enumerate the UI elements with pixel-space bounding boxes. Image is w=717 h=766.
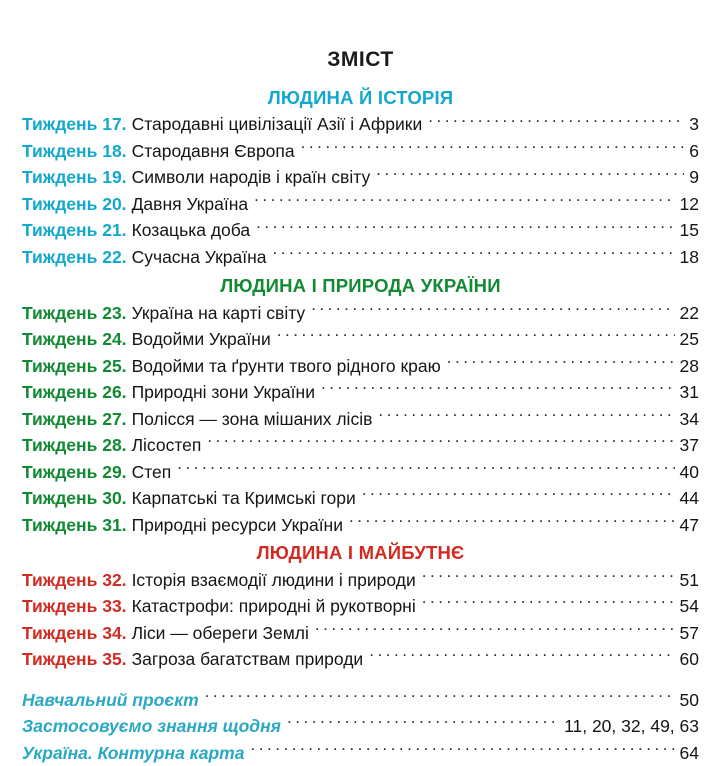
toc-row-page: 15 [679, 220, 699, 241]
toc-row-leader-dots [256, 219, 674, 237]
toc-row-page: 50 [679, 689, 699, 710]
toc-row-week: Тиждень 25. [22, 355, 127, 376]
toc-row-week: Тиждень 26. [22, 382, 127, 403]
toc-row[interactable] [22, 379, 699, 406]
toc-row-leader-dots [376, 166, 684, 184]
toc-row-page: 28 [679, 355, 699, 376]
section-heading-human-and-future: ЛЮДИНА І МАЙБУТНЄ [256, 542, 465, 564]
toc-row[interactable] [22, 713, 699, 740]
toc-row-week: Тиждень 34. [22, 622, 127, 643]
toc-row-title: Історія взаємодії людини і природи [131, 569, 416, 590]
toc-row-week: Тиждень 29. [22, 461, 127, 482]
toc-row-week: Тиждень 31. [22, 514, 127, 535]
toc-row-page: 25 [679, 329, 699, 350]
toc-row-title: Стародавні цивілізації Азії і Африки [131, 114, 423, 135]
toc-row-leader-dots [315, 621, 675, 639]
toc-row-leader-dots [277, 328, 675, 346]
toc-row-title: Катастрофи: природні й рукотворні [131, 596, 416, 617]
toc-row-week: Тиждень 24. [22, 329, 127, 350]
toc-row-leader-dots [207, 434, 674, 452]
toc-row-page: 44 [679, 488, 699, 509]
toc-row[interactable] [22, 593, 699, 620]
toc-row[interactable] [22, 111, 699, 138]
toc-row-title: Природні зони України [131, 382, 315, 403]
toc-row-title: Водойми України [131, 329, 271, 350]
toc-row[interactable] [22, 353, 699, 380]
toc-row-leader-dots [301, 139, 685, 157]
toc-row[interactable] [22, 620, 699, 647]
toc-row-page: 3 [689, 114, 699, 135]
toc-row[interactable] [22, 512, 699, 539]
toc-row-leader-dots [422, 595, 675, 613]
toc-row-week: Тиждень 33. [22, 596, 127, 617]
toc-row-title: Сучасна Україна [131, 246, 267, 267]
toc-row-week: Тиждень 18. [22, 140, 127, 161]
toc-row-page: 37 [679, 435, 699, 456]
toc-row-title: Карпатські та Кримські гори [131, 488, 356, 509]
toc-row-leader-dots [378, 407, 674, 425]
toc-list-extras [22, 687, 699, 766]
page-title: ЗМІСТ [327, 48, 394, 71]
toc-row-leader-dots [250, 741, 674, 759]
toc-row-title: Україна на карті світу [131, 302, 306, 323]
toc-row-leader-dots [254, 192, 674, 210]
toc-row-page: 64 [679, 742, 699, 763]
toc-row-title: Ліси — обереги Землі [131, 622, 309, 643]
toc-row-title: Козацька доба [131, 220, 251, 241]
toc-row-title: Полісся — зона мішаних лісів [131, 408, 373, 429]
toc-row-title: Навчальний проєкт [22, 689, 199, 710]
toc-row-page: 11, 20, 32, 49, 63 [564, 716, 699, 737]
toc-row-leader-dots [428, 113, 684, 131]
toc-row[interactable] [22, 164, 699, 191]
toc-row-page: 47 [679, 514, 699, 535]
toc-row-week: Тиждень 35. [22, 649, 127, 670]
toc-row-leader-dots [205, 688, 675, 706]
toc-row-leader-dots [311, 301, 674, 319]
toc-row-page: 60 [679, 649, 699, 670]
toc-row[interactable] [22, 646, 699, 673]
toc-row[interactable] [22, 244, 699, 271]
toc-row-page: 9 [689, 167, 699, 188]
toc-row-leader-dots [287, 715, 559, 733]
toc-row-title: Степ [131, 461, 172, 482]
toc-row-leader-dots [177, 460, 674, 478]
toc-row-page: 22 [679, 302, 699, 323]
toc-row-week: Тиждень 20. [22, 193, 127, 214]
toc-row-week: Тиждень 21. [22, 220, 127, 241]
toc-row-page: 18 [679, 246, 699, 267]
toc-row-leader-dots [273, 245, 675, 263]
toc-row[interactable] [22, 459, 699, 486]
toc-list-section-1 [22, 111, 699, 270]
toc-row[interactable] [22, 217, 699, 244]
toc-row[interactable] [22, 300, 699, 327]
toc-row-week: Тиждень 27. [22, 408, 127, 429]
toc-row[interactable] [22, 138, 699, 165]
toc-row-title: Природні ресурси України [131, 514, 343, 535]
toc-row-page: 34 [679, 408, 699, 429]
toc-row-title: Лісостеп [131, 435, 202, 456]
toc-row-title: Символи народів і країн світу [131, 167, 371, 188]
toc-row-title: Застосовуємо знання щодня [22, 716, 281, 737]
toc-row[interactable] [22, 191, 699, 218]
toc-row-week: Тиждень 30. [22, 488, 127, 509]
toc-row-week: Тиждень 22. [22, 246, 127, 267]
toc-row-leader-dots [362, 487, 675, 505]
toc-list-section-3 [22, 567, 699, 673]
toc-row-week: Тиждень 17. [22, 114, 127, 135]
toc-list-section-2 [22, 300, 699, 539]
toc-row-page: 51 [679, 569, 699, 590]
toc-row[interactable] [22, 406, 699, 433]
toc-row-title: Україна. Контурна карта [22, 742, 245, 763]
toc-row[interactable] [22, 687, 699, 714]
toc-row-leader-dots [369, 648, 674, 666]
toc-row-page: 31 [679, 382, 699, 403]
toc-row-leader-dots [321, 381, 675, 399]
toc-row-page: 57 [679, 622, 699, 643]
section-heading-human-and-history: ЛЮДИНА Й ІСТОРІЯ [267, 87, 454, 109]
toc-row[interactable] [22, 567, 699, 594]
toc-row-page: 6 [689, 140, 699, 161]
toc-row[interactable] [22, 326, 699, 353]
toc-row-week: Тиждень 19. [22, 167, 127, 188]
toc-row-page: 40 [679, 461, 699, 482]
toc-row[interactable] [22, 485, 699, 512]
toc-row-week: Тиждень 32. [22, 569, 127, 590]
toc-row-week: Тиждень 23. [22, 302, 127, 323]
toc-row[interactable] [22, 740, 699, 766]
toc-row-title: Стародавня Європа [131, 140, 295, 161]
toc-row-title: Загроза багатствам природи [131, 649, 364, 670]
toc-row[interactable] [22, 432, 699, 459]
toc-row-title: Давня Україна [131, 193, 249, 214]
toc-row-leader-dots [447, 354, 675, 372]
toc-row-week: Тиждень 28. [22, 435, 127, 456]
toc-row-leader-dots [422, 568, 675, 586]
toc-row-leader-dots [349, 513, 675, 531]
toc-row-title: Водойми та ґрунти твого рідного краю [131, 355, 441, 376]
section-heading-human-and-nature-of-ukraine: ЛЮДИНА І ПРИРОДА УКРАЇНИ [220, 275, 501, 297]
toc-row-page: 12 [679, 193, 699, 214]
toc-row-page: 54 [679, 596, 699, 617]
